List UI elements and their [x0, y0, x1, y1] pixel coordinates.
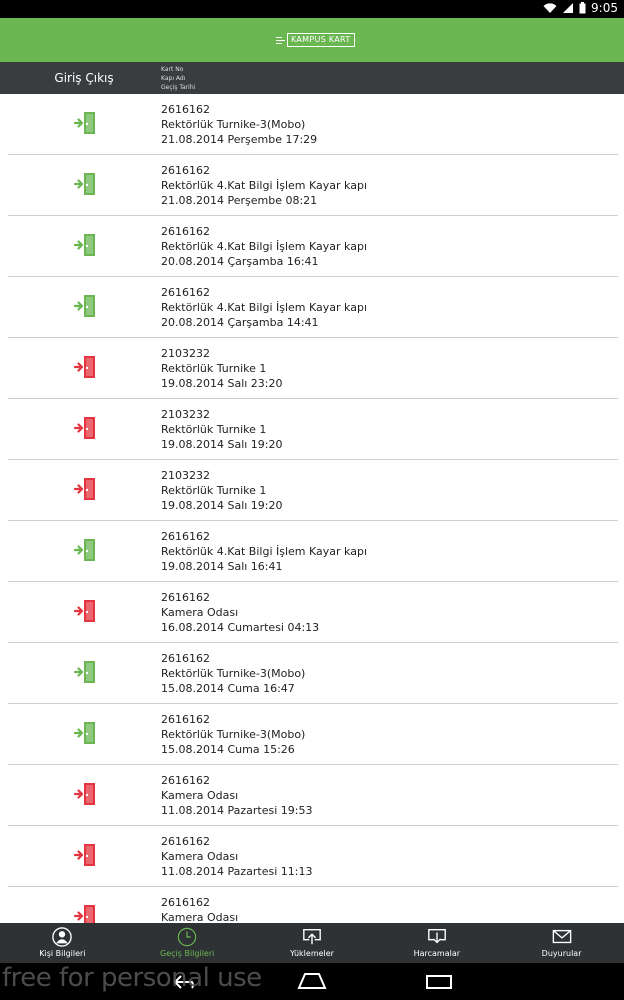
card-number: 2616162: [161, 835, 210, 848]
card-number: 2616162: [161, 286, 210, 299]
column-direction-header: Giriş Çıkış: [54, 71, 114, 85]
entry-door-icon: [74, 538, 96, 562]
watermark: free for personal use: [2, 963, 262, 993]
nav-item-clock[interactable]: [125, 923, 250, 963]
status-time: 9:05: [591, 1, 618, 15]
nav-label: Geçiş Bilgileri: [160, 949, 215, 958]
pass-date: 15.08.2014 Cuma 15:26: [161, 743, 295, 757]
exit-door-icon: [74, 477, 96, 501]
door-name: Rektörlük Turnike-3(Mobo): [161, 728, 306, 742]
card-number: 2616162: [161, 225, 210, 238]
list-item-details: [161, 590, 319, 636]
entry-door-icon: [74, 111, 96, 135]
list-item[interactable]: [0, 277, 624, 338]
list-item-details: [161, 163, 367, 209]
list-item-details: [161, 285, 367, 331]
entry-door-icon: [74, 721, 96, 745]
door-name: Kamera Odası: [161, 606, 239, 620]
list-item[interactable]: [0, 765, 624, 826]
card-number: 2616162: [161, 591, 210, 604]
entry-door-icon: [74, 233, 96, 257]
column-pass-date-header: Geçiş Tarihi: [161, 84, 196, 91]
pass-date: 16.08.2014 Cumartesi 04:13: [161, 621, 320, 635]
nav-item-download[interactable]: [374, 923, 499, 963]
door-name: Kamera Odası: [161, 789, 239, 803]
list-item-details: [161, 834, 312, 880]
door-name: Rektörlük Turnike-3(Mobo): [161, 667, 306, 681]
door-name: Kamera Odası: [161, 850, 239, 864]
pass-date: 11.08.2014 Pazartesi 11:13: [161, 865, 313, 879]
nav-item-upload[interactable]: [250, 923, 375, 963]
list-item[interactable]: [0, 155, 624, 216]
nav-label: Harcamalar: [413, 949, 461, 958]
list-item-details: [161, 651, 305, 697]
list-item[interactable]: [0, 399, 624, 460]
list-item[interactable]: [0, 521, 624, 582]
list-item[interactable]: [0, 643, 624, 704]
card-number: 2616162: [161, 530, 210, 543]
pass-date: 19.08.2014 Salı 16:41: [161, 560, 283, 574]
list-item[interactable]: [0, 826, 624, 887]
pass-date: 19.08.2014 Salı 19:20: [161, 438, 283, 452]
exit-door-icon: [74, 843, 96, 867]
status-bar: [0, 0, 624, 18]
list-item-details: [161, 529, 367, 575]
column-details-header: [161, 65, 195, 92]
card-number: 2616162: [161, 164, 210, 177]
card-number: 2103232: [161, 347, 210, 360]
recents-icon[interactable]: [424, 974, 454, 990]
list-item[interactable]: [0, 887, 624, 923]
pass-date: 20.08.2014 Çarşamba 16:41: [161, 255, 319, 269]
list-item-details: [161, 346, 283, 392]
card-number: 2616162: [161, 652, 210, 665]
pass-date: 15.08.2014 Cuma 16:47: [161, 682, 295, 696]
exit-door-icon: [74, 355, 96, 379]
pass-date: 20.08.2014 Çarşamba 14:41: [161, 316, 319, 330]
nav-label: Duyurular: [541, 949, 582, 958]
column-card-no-header: Kart No: [161, 66, 184, 73]
pass-date: 11.08.2014 Pazartesi 19:53: [161, 804, 313, 818]
logo-lines-icon: [276, 37, 285, 44]
entry-door-icon: [74, 660, 96, 684]
person-icon: [52, 927, 72, 947]
pass-date: 19.08.2014 Salı 19:20: [161, 499, 283, 513]
card-number: 2616162: [161, 774, 210, 787]
door-name: Rektörlük 4.Kat Bilgi İşlem Kayar kapı: [161, 240, 368, 254]
wifi-icon: [543, 2, 557, 14]
list-item-details: [161, 773, 312, 819]
app-bar: [0, 18, 624, 62]
upload-icon: [302, 927, 322, 947]
logo-text: KAMPUS KART: [287, 33, 355, 47]
list-item-details: [161, 712, 305, 758]
card-number: 2616162: [161, 896, 210, 909]
table-header: [0, 62, 624, 94]
nav-item-person[interactable]: [0, 923, 125, 963]
list-item[interactable]: [0, 338, 624, 399]
list-item[interactable]: [0, 216, 624, 277]
list-item[interactable]: [0, 460, 624, 521]
pass-date: 21.08.2014 Perşembe 17:29: [161, 133, 318, 147]
nav-item-mail[interactable]: [499, 923, 624, 963]
exit-door-icon: [74, 416, 96, 440]
door-name: Rektörlük 4.Kat Bilgi İşlem Kayar kapı: [161, 179, 368, 193]
door-name: Rektörlük Turnike 1: [161, 484, 267, 498]
bottom-nav: [0, 923, 624, 963]
exit-door-icon: [74, 904, 96, 923]
door-name: Rektörlük 4.Kat Bilgi İşlem Kayar kapı: [161, 545, 368, 559]
card-number: 2103232: [161, 408, 210, 421]
card-number: 2616162: [161, 713, 210, 726]
door-name: Rektörlük Turnike 1: [161, 423, 267, 437]
pass-date: 21.08.2014 Perşembe 08:21: [161, 194, 318, 208]
list-item[interactable]: [0, 582, 624, 643]
door-name: Kamera Odası: [161, 911, 239, 923]
kampus-kart-logo: [276, 33, 355, 47]
access-log-list[interactable]: [0, 94, 624, 923]
entry-door-icon: [74, 172, 96, 196]
nav-label: Yüklemeler: [290, 949, 334, 958]
exit-door-icon: [74, 782, 96, 806]
pass-date: 19.08.2014 Salı 23:20: [161, 377, 283, 391]
card-number: 2616162: [161, 103, 210, 116]
door-name: Rektörlük 4.Kat Bilgi İşlem Kayar kapı: [161, 301, 368, 315]
home-icon[interactable]: [297, 972, 327, 990]
mail-icon: [552, 927, 572, 947]
nav-label: Kişi Bilgileri: [39, 949, 86, 958]
clock-icon: [177, 927, 197, 947]
battery-icon: [579, 2, 586, 14]
door-name: Rektörlük Turnike-3(Mobo): [161, 118, 306, 132]
exit-door-icon: [74, 599, 96, 623]
list-item-details: [161, 468, 283, 514]
list-item-details: [161, 102, 317, 148]
list-item[interactable]: [0, 94, 624, 155]
card-number: 2103232: [161, 469, 210, 482]
list-item-details: [161, 407, 283, 453]
column-door-name-header: Kapı Adı: [161, 75, 186, 82]
list-item-details: [161, 895, 238, 923]
entry-door-icon: [74, 294, 96, 318]
list-item[interactable]: [0, 704, 624, 765]
door-name: Rektörlük Turnike 1: [161, 362, 267, 376]
list-item-details: [161, 224, 367, 270]
download-icon: [427, 927, 447, 947]
signal-icon: [562, 2, 574, 14]
